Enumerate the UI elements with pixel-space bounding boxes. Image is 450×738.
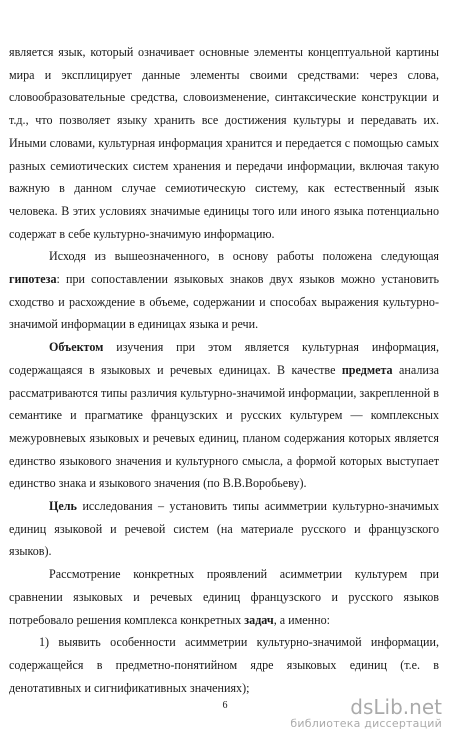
hypothesis-term: гипотеза bbox=[9, 272, 57, 287]
goal-term: Цель bbox=[49, 499, 77, 514]
object-text: изучения при этом является культурная информация, содержащаяся в языковых и речевых единицах. В качестве bbox=[9, 340, 439, 377]
paragraph-hypothesis bbox=[9, 245, 439, 336]
hypothesis-text: : при сопоставлении языковых знаков двух языков можно установить сходство и расхождение в объеме, содержании и способах выражения культурно-значимой информации в единицах языка и речи. bbox=[9, 272, 439, 332]
body-text bbox=[9, 41, 439, 699]
task-1-text: 1) выявить особенности асимметрии культурно-значимой информации, содержащейся в предметно-понятийном ядре языковых единиц (т.е. в денотативных и сигнификативных значениях); bbox=[9, 635, 439, 695]
paragraph-object bbox=[9, 336, 439, 495]
watermark-brand: dsLib.net bbox=[350, 695, 442, 719]
site-watermark bbox=[290, 697, 442, 730]
object-term: Объектом bbox=[49, 340, 104, 355]
paragraph-intro bbox=[9, 41, 439, 245]
task-list-item-1 bbox=[9, 631, 439, 699]
paragraph-goal bbox=[9, 495, 439, 563]
tasks-lead-text: Рассмотрение конкретных проявлений асимметрии культурем при сравнении языковых и речевых единиц французского и русского языков потребовало решения комплекса конкретных bbox=[9, 567, 439, 627]
subject-term: предмета bbox=[341, 362, 393, 377]
hypothesis-lead-text: Исходя из вышеозначенного, в основу работы положена следующая bbox=[49, 249, 439, 264]
page-number: 6 bbox=[222, 700, 228, 711]
goal-text: исследования – установить типы асимметрии культурно-значимых единиц языковой и речевой систем (на материале русского и французского языков). bbox=[9, 499, 439, 559]
watermark-caption: библиотека диссертаций bbox=[290, 717, 442, 730]
subject-text: анализа рассматриваются типы различия культурно-значимой информации, закрепленной в семантике и прагматике французских и русских культурем — комплексных межуровневых языковых и речевых единиц, планом содержания которых является единство языкового значения и культурного смысла, а формой которых выступает единство знака и языкового значения (по В.В.Воробьеву). bbox=[9, 362, 439, 491]
tasks-tail-text: , а именно: bbox=[273, 612, 330, 627]
paragraph-tasks bbox=[9, 563, 439, 631]
intro-text: является язык, который означивает основные элементы концептуальной картины мира и эксплицирует данные элементы своими средствами: через слова, словообразовательные средства, словоизменение, синтаксические конструкции и т.д., что позволяет языку хранить все достижения культуры и передавать их. Иными словами, культурная информация хранится и передается с помощью самых разных семиотических систем хранения и передачи информации, включая такую важную в данном случае семиотическую систему, как естественный язык человека. В этих условиях значимые единицы того или иного языка потенциально содержат в себе культурно-значимую информацию. bbox=[9, 45, 439, 241]
tasks-term: задач bbox=[244, 612, 274, 627]
